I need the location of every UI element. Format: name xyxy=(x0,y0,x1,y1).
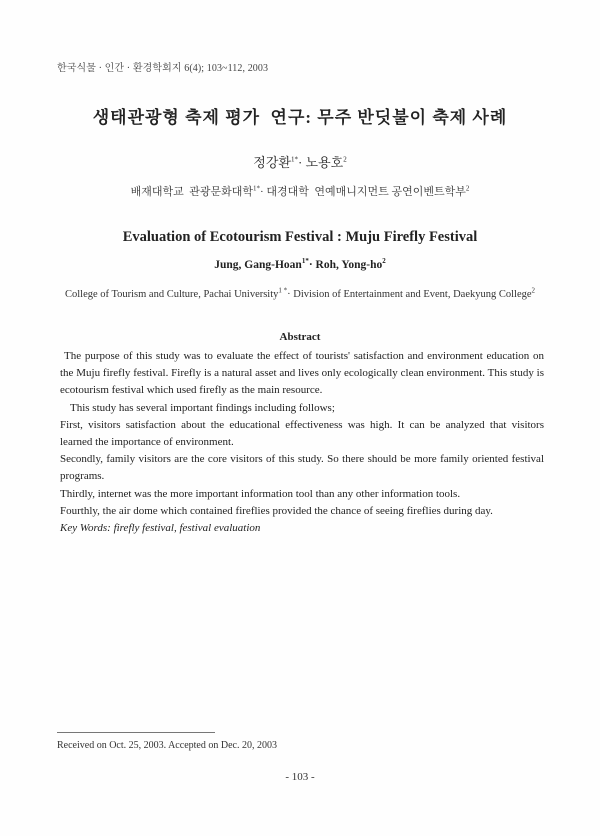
affiliation-2-superscript: 2 xyxy=(465,184,470,193)
author-1-name: 정강환 xyxy=(253,155,291,170)
affiliation-1: College of Tourism and Culture, Pachai University xyxy=(64,289,279,300)
affiliation-1-superscript: 1 * xyxy=(278,286,288,295)
korean-title: 생태관광형 축제 평가 연구: 무주 반딧불이 축제 사례 xyxy=(92,108,508,127)
korean-authors xyxy=(0,152,600,171)
abstract-paragraph: Fourthly, the air dome which contained fireflies provided the chance of seeing fireflies during day. xyxy=(60,504,493,517)
english-authors xyxy=(0,259,600,271)
english-affiliation xyxy=(0,286,600,300)
keywords: Key Words: firefly festival, festival evaluation xyxy=(60,522,261,535)
author-2-name: Roh, Yong-ho xyxy=(315,259,383,271)
abstract-paragraph: Secondly, family visitors are the core visitors of this study. So there should be more family oriented festival programs. xyxy=(60,453,544,483)
affiliation-1-superscript: 1* xyxy=(252,184,260,193)
affiliation-1: 배재대학교 관광문화대학 xyxy=(130,186,253,198)
abstract-heading: Abstract xyxy=(279,331,321,343)
abstract-paragraph: The purpose of this study was to evaluate the effect of tourists' satisfaction and environment education on the Muju firefly festival. Firefly is a natural asset and lives only ecologically clean environment. This study is ecotourism festival which used firefly as the main resource. xyxy=(60,350,544,397)
received-footnote: Received on Oct. 25, 2003. Accepted on Dec. 20, 2003 xyxy=(57,740,277,751)
author-1-name: Jung, Gang-Hoan xyxy=(214,259,302,271)
author-separator: · xyxy=(308,259,316,271)
author-1-superscript: 1* xyxy=(301,257,309,266)
author-2-name: 노용호 xyxy=(305,155,344,170)
english-title: Evaluation of Ecotourism Festival : Muju Firefly Festival xyxy=(122,229,478,245)
affiliation-2-superscript: 2 xyxy=(531,286,536,295)
author-2-superscript: 2 xyxy=(382,257,386,266)
author-separator: · xyxy=(297,155,306,170)
running-header: 한국식물 · 인간 · 환경학회지 6(4); 103~112, 2003 xyxy=(57,63,269,74)
abstract-body xyxy=(60,348,544,537)
author-1-superscript: 1* xyxy=(290,155,298,164)
affiliation-2: · Division of Entertainment and Event, Daekyung College xyxy=(287,289,532,300)
affiliation-2: · 대경대학 연예매니지먼트 공연이벤트학부 xyxy=(259,186,466,198)
footnote-divider xyxy=(57,732,215,733)
abstract-paragraph: This study has several important findings including follows; xyxy=(70,401,335,414)
author-2-superscript: 2 xyxy=(343,155,347,164)
abstract-paragraph: First, visitors satisfaction about the educational effectiveness was high. It can be analyzed that visitors learned the importance of environment. xyxy=(60,418,544,449)
page-number: - 103 - xyxy=(285,771,315,783)
abstract-paragraph: Thirdly, internet was the more important information tool than any other information tools. xyxy=(60,487,461,500)
korean-affiliation xyxy=(0,183,600,199)
